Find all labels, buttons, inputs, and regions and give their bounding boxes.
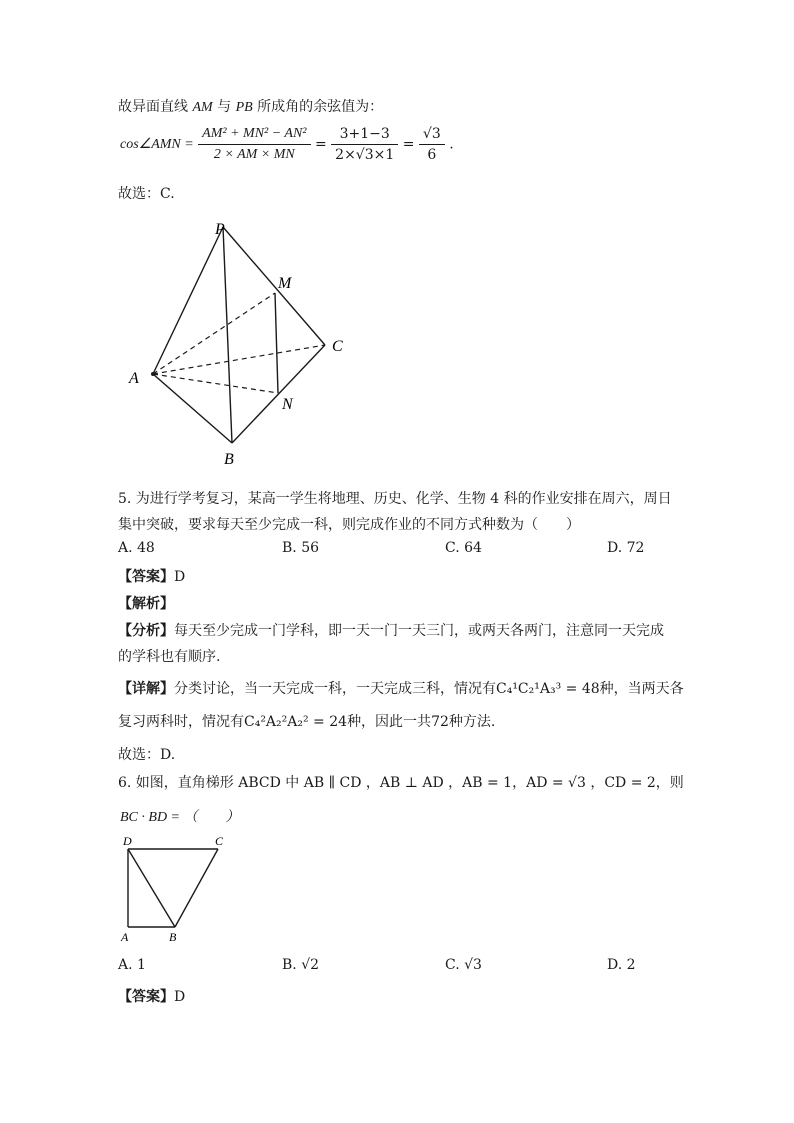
q5-answer-tag: 【答案】	[118, 569, 174, 585]
formula-lhs: cos∠AMN =	[120, 137, 194, 152]
q5-detail-text2c: 种，因此一共	[347, 714, 432, 730]
formula-fraction	[198, 126, 310, 163]
q5-detail-formula1: C₄¹C₂¹A₃³ = 48	[496, 681, 600, 697]
label-a2: A	[121, 930, 129, 944]
label-c2: C	[215, 834, 224, 848]
q4-intro-text: 故异面直线	[118, 99, 188, 115]
dashed-am	[153, 293, 275, 374]
diagonal-db	[128, 849, 175, 927]
formula-period: .	[449, 136, 454, 153]
q5-answer: D	[174, 569, 186, 585]
q5-option-b: B. 56	[282, 540, 320, 556]
q6-stem-line1: 6. 如图，直角梯形 ABCD 中 AB ∥ CD ，AB ⊥ AD ，AB = 1，AD = √3 ，CD = 2，则	[118, 775, 684, 791]
q6-stem-line2: BC · BD = （ ）	[120, 810, 240, 825]
q5-analysis-tag: 【解析】	[118, 596, 174, 612]
q5-detail-formula2: C₄²A₂²A₂² = 24	[244, 714, 348, 730]
result-fraction	[419, 126, 445, 163]
q6-option-c: C. √3	[445, 957, 482, 973]
q4-intro-line	[118, 96, 383, 116]
edge-pa	[153, 227, 223, 374]
q5-detail-text1c: 种，当两天各	[599, 681, 684, 697]
q5-detail-total: 72	[431, 714, 449, 730]
q5-fenxi-line1	[118, 620, 664, 640]
trapezoid-figure	[118, 833, 233, 948]
q4-with: 与	[217, 99, 232, 115]
label-c: C	[332, 338, 343, 355]
formula-denominator: 2 × AM × MN	[213, 147, 295, 162]
q5-detail-text1a: 分类讨论，当一天完成一科，一天完成三科，情况有	[174, 681, 496, 697]
tetrahedron-figure	[120, 215, 360, 470]
label-n: N	[282, 396, 293, 413]
formula-numerator: AM² + MN² − AN²	[198, 126, 310, 145]
value-fraction	[331, 126, 398, 163]
formula-eq2: =	[402, 136, 415, 153]
q4-pb: PB	[235, 100, 253, 115]
q6-option-b: B. √2	[282, 957, 320, 973]
q5-option-c: C. 64	[445, 540, 482, 556]
q5-detail-text2a: 复习两科时，情况有	[118, 714, 244, 730]
q4-intro-end: 所成角的余弦值为：	[257, 99, 384, 115]
edge-pc	[223, 227, 325, 345]
edge-bc	[232, 345, 325, 443]
result-numerator: √3	[419, 126, 445, 145]
q5-detail-tag: 【详解】	[118, 681, 174, 697]
edge-pb	[223, 227, 232, 443]
q4-conclusion: 故选：C.	[118, 186, 175, 202]
q6-answer: D	[174, 989, 186, 1005]
q5-conclusion: 故选：D.	[118, 747, 176, 763]
q5-stem-line2: 集中突破，要求每天至少完成一科，则完成作业的不同方式种数为（ ）	[118, 517, 580, 533]
q6-option-a: A. 1	[118, 957, 146, 973]
q4-formula	[120, 126, 454, 163]
edge-bc	[175, 849, 218, 927]
q6-option-d: D. 2	[607, 957, 636, 973]
label-p: P	[215, 221, 225, 238]
q4-am: AM	[192, 100, 213, 115]
q5-option-a: A. 48	[118, 540, 155, 556]
q6-answer-line	[118, 986, 185, 1006]
label-m: M	[278, 275, 292, 292]
q5-detail-text2e: 种方法.	[448, 714, 496, 730]
q5-detail-line1	[118, 678, 684, 698]
value-denominator: 2×√3×1	[335, 147, 395, 163]
label-b: B	[224, 451, 234, 468]
formula-eq1: =	[314, 136, 327, 153]
label-d: D	[123, 834, 132, 848]
q5-answer-line	[118, 566, 185, 586]
q5-fenxi-text1: 每天至少完成一门学科，即一天一门一天三门，或两天各两门，注意同一天完成	[174, 623, 664, 639]
segment-mn	[275, 293, 278, 393]
q5-fenxi-line2: 的学科也有顺序.	[118, 649, 221, 665]
q6-answer-tag: 【答案】	[118, 989, 174, 1005]
q5-detail-line2	[118, 711, 495, 731]
label-b2: B	[169, 930, 177, 944]
result-denominator: 6	[427, 147, 437, 163]
label-a: A	[129, 370, 139, 387]
q5-option-d: D. 72	[607, 540, 645, 556]
q5-fenxi-tag: 【分析】	[118, 623, 174, 639]
q5-stem-line1: 5. 为进行学考复习，某高一学生将地理、历史、化学、生物 4 科的作业安排在周六，周日	[118, 491, 672, 507]
value-numerator: 3+1−3	[331, 126, 398, 145]
dashed-ac	[153, 345, 325, 374]
